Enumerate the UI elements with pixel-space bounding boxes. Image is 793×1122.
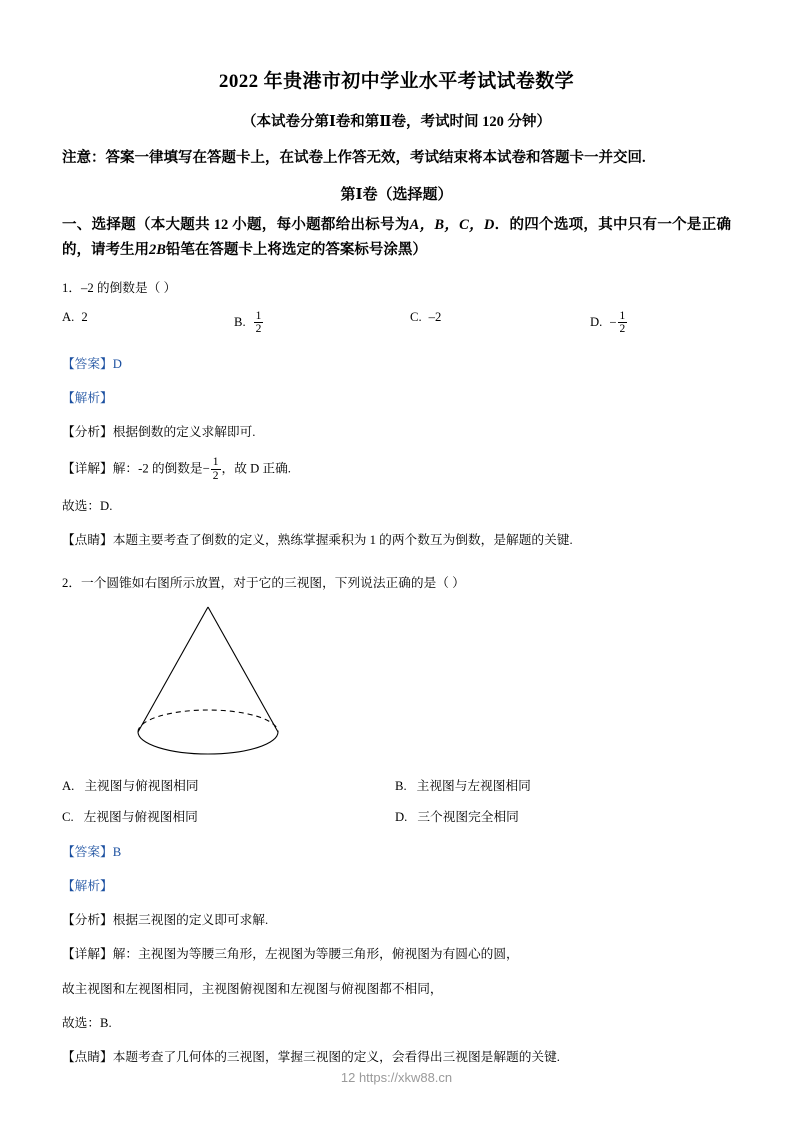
- answer-tag: 【答案】: [62, 356, 113, 371]
- detail-head: 【详解】: [62, 947, 113, 962]
- question-1-answer: [62, 355, 731, 374]
- option-a-text: 主视图与俯视图相同: [84, 778, 199, 793]
- insight-text: 本题考查了几何体的三视图，掌握三视图的定义，会看得出三视图是解题的关键.: [112, 1050, 560, 1065]
- analysis-text: 根据三视图的定义即可求解.: [112, 913, 269, 928]
- analysis-head: 【分析】: [62, 913, 113, 928]
- question-2-options-row-2: [62, 806, 731, 837]
- question-2-option-a[interactable]: [62, 775, 199, 794]
- question-2-detail-line2: 故主视图和左视图相同，主视图俯视图和左视图与俯视图都不相同，: [62, 981, 443, 996]
- question-2-stem: 2．一个圆锥如右图所示放置，对于它的三视图，下列说法正确的是（ ）: [62, 575, 465, 590]
- answer-value: D: [112, 356, 122, 371]
- page-number: 12: [340, 1070, 356, 1085]
- analysis-head: 【分析】: [62, 424, 113, 439]
- option-a-text: 2: [81, 309, 88, 324]
- option-a-label: A.: [62, 309, 75, 324]
- option-d-label: D.: [590, 315, 603, 330]
- question-1-insight: [62, 530, 731, 550]
- option-d-text: 三个视图完全相同: [417, 809, 519, 824]
- question-2-detail: [62, 944, 731, 964]
- question-1-option-a[interactable]: [62, 310, 88, 325]
- section-heading-text-4: 铅笔在答题卡上将选定的答案标号涂黑）: [165, 242, 427, 259]
- section-heading-text-3: 一个是正确的，请考生用: [62, 216, 732, 259]
- detail-text-2: ，故 D 正确.: [221, 461, 291, 476]
- question-2-choose: 故选：B.: [62, 1016, 112, 1030]
- question-1-detail: [62, 456, 731, 482]
- section-heading-text-2: ．的四个选项，其中只有: [494, 216, 658, 233]
- question-1-option-c[interactable]: [410, 310, 441, 325]
- answer-tag: 【答案】: [62, 844, 113, 859]
- question-1-analysis: [62, 422, 731, 442]
- option-b-label: B.: [234, 315, 246, 330]
- question-2-options-row-1: [62, 775, 731, 806]
- question-1-choose: 故选：D.: [62, 499, 113, 514]
- cone-figure-icon: [118, 599, 298, 771]
- question-2-options: [62, 775, 731, 837]
- detail-fraction-sign: −: [202, 461, 210, 476]
- question-1-analysis-tag: 【解析】: [62, 390, 113, 405]
- question-2-option-c[interactable]: [62, 806, 198, 825]
- page-title: 2022 年贵港市初中学业水平考试试卷数学: [218, 71, 575, 92]
- exam-subtitle: （本试卷分第Ⅰ卷和第Ⅱ卷，考试时间 120 分钟）: [241, 114, 551, 130]
- option-c-label: C.: [410, 309, 422, 324]
- answer-value: B: [112, 844, 122, 859]
- footer-site: https://xkw88.cn: [358, 1070, 453, 1085]
- section-heading-letters: A，B，C，D: [409, 216, 495, 233]
- question-1-options: [62, 310, 731, 340]
- question-2-analysis: [62, 910, 731, 930]
- detail-text-1: 解：-2 的倒数是: [112, 461, 203, 476]
- page-footer: [0, 1070, 793, 1085]
- analysis-text: 根据倒数的定义求解即可.: [112, 424, 256, 439]
- insight-head: 【点睛】: [62, 1050, 113, 1065]
- question-2-insight: [62, 1047, 731, 1067]
- option-b-fraction: $\frac{1}{2}$: [255, 309, 262, 336]
- insight-text: 本题主要考查了倒数的定义，熟练掌握乘积为 1 的两个数互为倒数，是解题的关键.: [112, 533, 573, 548]
- question-2-analysis-tag: 【解析】: [62, 879, 113, 894]
- option-c-label: C.: [62, 809, 74, 824]
- question-2-answer: [62, 843, 731, 862]
- option-d-sign: −: [609, 315, 617, 330]
- question-2-option-d[interactable]: [395, 806, 519, 825]
- option-c-text: 左视图与俯视图相同: [83, 809, 198, 824]
- option-d-fraction: $\frac{1}{2}$: [619, 309, 626, 336]
- part-one-title: 第Ⅰ卷（选择题）: [340, 186, 453, 203]
- option-d-label: D.: [395, 809, 408, 824]
- option-b-text: 主视图与左视图相同: [416, 778, 531, 793]
- detail-head: 【详解】: [62, 461, 113, 476]
- option-c-text: –2: [428, 309, 442, 324]
- detail-fraction: $\frac{1}{2}$: [212, 456, 219, 482]
- option-a-label: A.: [62, 778, 75, 793]
- question-1-option-d[interactable]: [590, 310, 628, 336]
- section-heading: [62, 213, 731, 264]
- exam-notice: 注意：答案一律填写在答题卡上，在试卷上作答无效，考试结束将本试卷和答题卡一并交回.: [62, 150, 646, 166]
- question-1-option-b[interactable]: [234, 310, 264, 336]
- question-2-figure: [62, 599, 731, 771]
- question-2-option-b[interactable]: [395, 775, 531, 794]
- section-heading-text-1: 一、选择题（本大题共 12 小题，每小题都给出标号为: [62, 216, 410, 233]
- section-heading-2b: 2B: [149, 242, 166, 259]
- option-b-label: B.: [395, 778, 407, 793]
- question-1-stem: 1．–2 的倒数是（ ）: [62, 280, 177, 295]
- insight-head: 【点睛】: [62, 533, 113, 548]
- detail-text: 解：主视图为等腰三角形，左视图为等腰三角形，俯视图为有圆心的圆，: [112, 947, 519, 962]
